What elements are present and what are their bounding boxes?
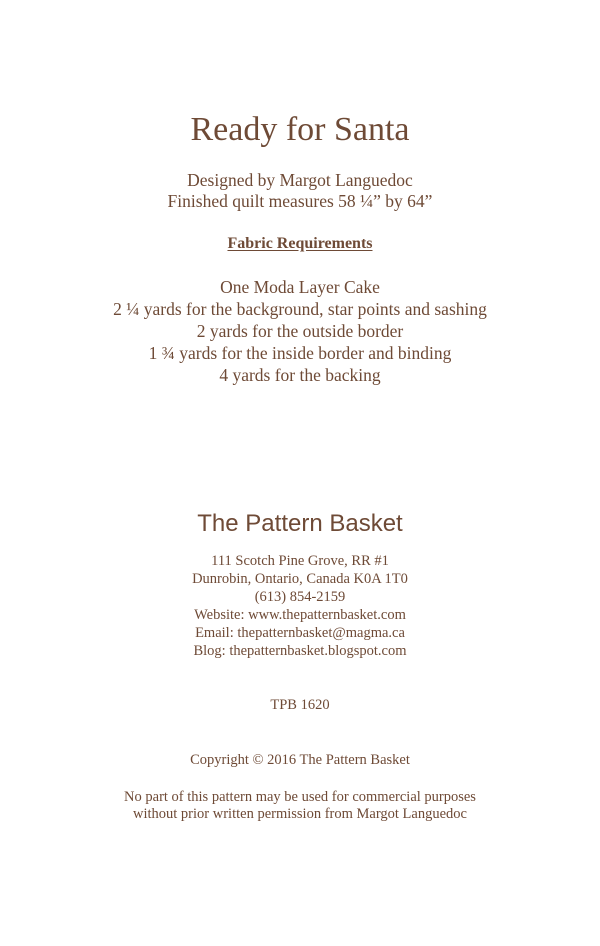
usage-notice-line-1: No part of this pattern may be used for commercial purposes <box>124 789 476 805</box>
company-address-line-1: 111 Scotch Pine Grove, RR #1 <box>211 553 389 569</box>
company-blog: Blog: thepatternbasket.blogspot.com <box>193 643 407 659</box>
finished-size: Finished quilt measures 58 ¼” by 64” <box>167 191 433 211</box>
designer-credit: Designed by Margot Languedoc <box>187 170 413 190</box>
company-website: Website: www.thepatternbasket.com <box>194 607 406 623</box>
company-address-line-2: Dunrobin, Ontario, Canada K0A 1T0 <box>192 571 408 587</box>
copyright-notice: Copyright © 2016 The Pattern Basket <box>190 752 410 768</box>
company-name: The Pattern Basket <box>197 510 403 537</box>
fabric-requirements-heading-text: Fabric Requirements <box>227 235 373 252</box>
company-email: Email: thepatternbasket@magma.ca <box>195 625 405 641</box>
fabric-requirement-item: 2 ¼ yards for the background, star points and sashing <box>113 299 487 319</box>
usage-notice-line-2: without prior written permission from Margot Languedoc <box>133 806 467 822</box>
company-phone: (613) 854-2159 <box>254 589 346 605</box>
fabric-requirement-item: 1 ¾ yards for the inside border and binding <box>148 343 452 363</box>
fabric-requirement-item: One Moda Layer Cake <box>220 277 380 297</box>
page-title: Ready for Santa <box>190 111 410 148</box>
fabric-requirement-item: 2 yards for the outside border <box>196 321 404 341</box>
fabric-requirement-item: 4 yards for the backing <box>219 365 381 385</box>
pattern-code: TPB 1620 <box>270 697 330 713</box>
fabric-requirements-heading <box>0 234 600 254</box>
